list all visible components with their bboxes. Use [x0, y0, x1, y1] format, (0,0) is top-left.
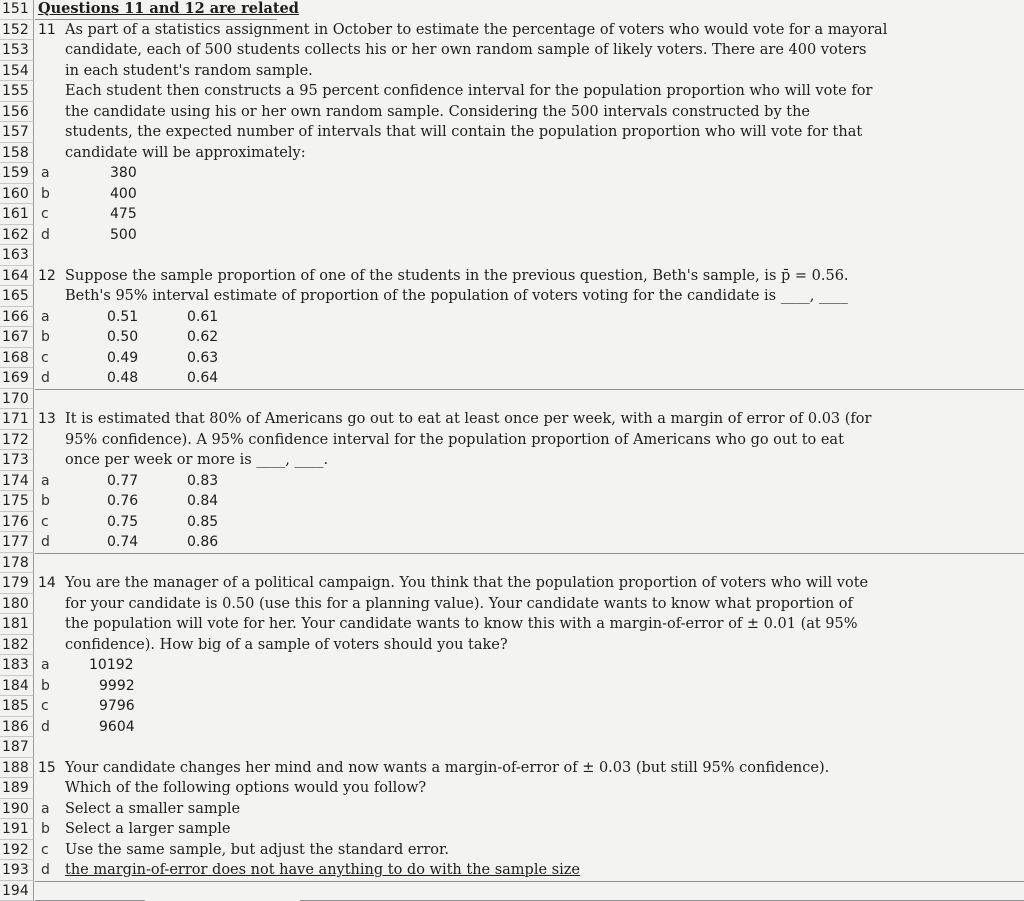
- question-text[interactable]: 95% confidence). A 95% confidence interval for the population proportion of Americans who go out to eat: [65, 430, 844, 451]
- question-number[interactable]: [35, 614, 60, 635]
- cell-border: [35, 553, 1024, 554]
- option-value-upper[interactable]: 0.63: [187, 348, 218, 369]
- question-text[interactable]: Use the same sample, but adjust the standard error.: [65, 840, 449, 861]
- question-number[interactable]: [35, 430, 60, 451]
- row-number[interactable]: 174: [0, 471, 34, 492]
- question-text[interactable]: As part of a statistics assignment in October to estimate the percentage of voters who would vote for a mayoral: [65, 20, 887, 41]
- row-number[interactable]: 160: [0, 184, 34, 205]
- question-text[interactable]: Each student then constructs a 95 percent confidence interval for the population proportion who will vote for: [65, 81, 872, 102]
- row-number[interactable]: 178: [0, 553, 34, 574]
- row-number[interactable]: 183: [0, 655, 34, 676]
- row-number[interactable]: 171: [0, 409, 34, 430]
- question-text[interactable]: once per week or more is ____, ____.: [65, 450, 328, 471]
- sheet-row[interactable]: [0, 81, 1024, 102]
- sheet-row[interactable]: [0, 409, 1024, 430]
- question-number[interactable]: [35, 594, 60, 615]
- sheet-row[interactable]: [0, 532, 1024, 553]
- question-text[interactable]: the population will vote for her. Your candidate wants to know this with a margin-of-error of ± 0.01 (at 95%: [65, 614, 858, 635]
- row-number[interactable]: 191: [0, 819, 34, 840]
- option-letter[interactable]: c: [35, 512, 60, 533]
- option-value-upper[interactable]: 0.85: [187, 512, 218, 533]
- option-value[interactable]: 0.74: [107, 532, 138, 553]
- option-letter[interactable]: a: [35, 307, 60, 328]
- sheet-row[interactable]: [0, 266, 1024, 287]
- sheet-row[interactable]: [0, 143, 1024, 164]
- row-number[interactable]: 188: [0, 758, 34, 779]
- option-letter[interactable]: b: [35, 327, 60, 348]
- sheet-row[interactable]: [0, 20, 1024, 41]
- sheet-row[interactable]: [0, 430, 1024, 451]
- row-number[interactable]: 165: [0, 286, 34, 307]
- question-number[interactable]: [35, 286, 60, 307]
- sheet-row[interactable]: [0, 40, 1024, 61]
- sheet-row[interactable]: [0, 819, 1024, 840]
- option-value[interactable]: 0.48: [107, 368, 138, 389]
- row-number[interactable]: 180: [0, 594, 34, 615]
- option-value[interactable]: 0.76: [107, 491, 138, 512]
- option-value[interactable]: 0.50: [107, 327, 138, 348]
- question-text[interactable]: the margin-of-error does not have anything to do with the sample size: [65, 860, 580, 881]
- option-value[interactable]: 9604: [99, 717, 135, 738]
- option-letter[interactable]: b: [35, 184, 60, 205]
- question-text[interactable]: confidence). How big of a sample of voters should you take?: [65, 635, 508, 656]
- sheet-row[interactable]: [0, 286, 1024, 307]
- sheet-row[interactable]: [0, 778, 1024, 799]
- sheet-row[interactable]: [0, 389, 1024, 410]
- question-number[interactable]: 11: [35, 20, 60, 41]
- option-letter[interactable]: c: [35, 348, 60, 369]
- option-letter[interactable]: a: [35, 799, 60, 820]
- question-number[interactable]: [35, 778, 60, 799]
- row-number[interactable]: 166: [0, 307, 34, 328]
- sheet-row[interactable]: [0, 799, 1024, 820]
- row-number[interactable]: 159: [0, 163, 34, 184]
- row-number[interactable]: 154: [0, 61, 34, 82]
- question-number[interactable]: [35, 122, 60, 143]
- option-value[interactable]: 400: [110, 184, 137, 205]
- sheet-row[interactable]: [0, 102, 1024, 123]
- row-number[interactable]: 172: [0, 430, 34, 451]
- sheet-row[interactable]: [0, 553, 1024, 574]
- sheet-row[interactable]: [0, 368, 1024, 389]
- question-text[interactable]: Select a larger sample: [65, 819, 231, 840]
- question-text[interactable]: students, the expected number of intervals that will contain the population proportion who will vote for that: [65, 122, 862, 143]
- row-number[interactable]: 153: [0, 40, 34, 61]
- option-value[interactable]: 0.75: [107, 512, 138, 533]
- sheet-row[interactable]: [0, 696, 1024, 717]
- cell-border: [35, 19, 277, 20]
- row-number[interactable]: 181: [0, 614, 34, 635]
- question-text[interactable]: in each student's random sample.: [65, 61, 313, 82]
- question-text[interactable]: Select a smaller sample: [65, 799, 240, 820]
- option-letter[interactable]: d: [35, 532, 60, 553]
- question-text[interactable]: It is estimated that 80% of Americans go out to eat at least once per week, with a margin of error of 0.03 (for: [65, 409, 871, 430]
- question-text[interactable]: Beth's 95% interval estimate of proportion of the population of voters voting for the candidate is ____, ____: [65, 286, 848, 307]
- option-value[interactable]: 0.77: [107, 471, 138, 492]
- option-letter[interactable]: d: [35, 225, 60, 246]
- sheet-row[interactable]: [0, 655, 1024, 676]
- row-number[interactable]: 192: [0, 840, 34, 861]
- cell-border: [35, 389, 1024, 390]
- option-letter[interactable]: a: [35, 471, 60, 492]
- row-number[interactable]: 194: [0, 881, 34, 901]
- question-text[interactable]: Suppose the sample proportion of one of the students in the previous question, Beth's sample, is p̄ = 0.56.: [65, 266, 849, 287]
- question-number[interactable]: [35, 450, 60, 471]
- row-number[interactable]: 189: [0, 778, 34, 799]
- sheet-row[interactable]: [0, 491, 1024, 512]
- row-number[interactable]: 168: [0, 348, 34, 369]
- option-letter[interactable]: c: [35, 696, 60, 717]
- sheet-row[interactable]: [0, 0, 1024, 20]
- row-number[interactable]: 184: [0, 676, 34, 697]
- row-number[interactable]: 182: [0, 635, 34, 656]
- row-number[interactable]: 157: [0, 122, 34, 143]
- option-value-upper[interactable]: 0.86: [187, 532, 218, 553]
- sheet-row[interactable]: [0, 245, 1024, 266]
- question-number[interactable]: 15: [35, 758, 60, 779]
- sheet-row[interactable]: [0, 450, 1024, 471]
- sheet-row[interactable]: [0, 471, 1024, 492]
- row-number[interactable]: 162: [0, 225, 34, 246]
- sheet-row[interactable]: [0, 122, 1024, 143]
- option-letter[interactable]: c: [35, 204, 60, 225]
- row-number[interactable]: 163: [0, 245, 34, 266]
- option-value[interactable]: 10192: [89, 655, 134, 676]
- option-value[interactable]: 0.49: [107, 348, 138, 369]
- question-text[interactable]: the candidate using his or her own random sample. Considering the 500 intervals constructed by the: [65, 102, 810, 123]
- sheet-row[interactable]: [0, 840, 1024, 861]
- question-text[interactable]: Your candidate changes her mind and now wants a margin-of-error of ± 0.03 (but still 95% confidence).: [65, 758, 829, 779]
- option-letter[interactable]: d: [35, 860, 60, 881]
- question-text[interactable]: for your candidate is 0.50 (use this for a planning value). Your candidate wants to know what proportion of: [65, 594, 853, 615]
- sheet-row[interactable]: [0, 163, 1024, 184]
- row-number[interactable]: 176: [0, 512, 34, 533]
- row-number[interactable]: 156: [0, 102, 34, 123]
- sheet-row[interactable]: [0, 860, 1024, 881]
- row-number[interactable]: 170: [0, 389, 34, 410]
- option-value-upper[interactable]: 0.83: [187, 471, 218, 492]
- row-number[interactable]: 177: [0, 532, 34, 553]
- row-number[interactable]: 164: [0, 266, 34, 287]
- row-number[interactable]: 193: [0, 860, 34, 881]
- sheet-row[interactable]: [0, 737, 1024, 758]
- row-number[interactable]: 186: [0, 717, 34, 738]
- option-value[interactable]: 475: [110, 204, 137, 225]
- sheet-row[interactable]: [0, 573, 1024, 594]
- sheet-row[interactable]: [0, 881, 1024, 901]
- question-number[interactable]: [35, 635, 60, 656]
- row-number[interactable]: 158: [0, 143, 34, 164]
- row-number[interactable]: 152: [0, 20, 34, 41]
- question-text[interactable]: Which of the following options would you follow?: [65, 778, 426, 799]
- question-number[interactable]: [35, 61, 60, 82]
- question-number[interactable]: [35, 102, 60, 123]
- sheet-row[interactable]: [0, 635, 1024, 656]
- option-value[interactable]: 9992: [99, 676, 135, 697]
- option-value[interactable]: 9796: [99, 696, 135, 717]
- section-title[interactable]: Questions 11 and 12 are related: [38, 0, 299, 20]
- question-number[interactable]: [35, 40, 60, 61]
- sheet-row[interactable]: [0, 594, 1024, 615]
- option-value-upper[interactable]: 0.84: [187, 491, 218, 512]
- question-text[interactable]: candidate, each of 500 students collects his or her own random sample of likely voters. There are 400 voters: [65, 40, 867, 61]
- sheet-row[interactable]: [0, 348, 1024, 369]
- row-number[interactable]: 185: [0, 696, 34, 717]
- option-letter[interactable]: d: [35, 717, 60, 738]
- row-number[interactable]: 190: [0, 799, 34, 820]
- row-number[interactable]: 151: [0, 0, 34, 20]
- option-value-upper[interactable]: 0.64: [187, 368, 218, 389]
- sheet-row[interactable]: [0, 184, 1024, 205]
- sheet-row[interactable]: [0, 717, 1024, 738]
- row-number[interactable]: 179: [0, 573, 34, 594]
- question-number[interactable]: [35, 81, 60, 102]
- sheet-row[interactable]: [0, 204, 1024, 225]
- question-text[interactable]: You are the manager of a political campaign. You think that the population proportion of voters who will vote: [65, 573, 868, 594]
- option-value[interactable]: 380: [110, 163, 137, 184]
- sheet-row[interactable]: [0, 676, 1024, 697]
- option-letter[interactable]: a: [35, 163, 60, 184]
- option-letter[interactable]: b: [35, 676, 60, 697]
- row-number[interactable]: 155: [0, 81, 34, 102]
- sheet-row[interactable]: [0, 512, 1024, 533]
- row-number[interactable]: 161: [0, 204, 34, 225]
- sheet-row[interactable]: [0, 225, 1024, 246]
- option-value[interactable]: 500: [110, 225, 137, 246]
- option-letter[interactable]: a: [35, 655, 60, 676]
- option-letter[interactable]: d: [35, 368, 60, 389]
- sheet-row[interactable]: [0, 758, 1024, 779]
- question-number[interactable]: 14: [35, 573, 60, 594]
- sheet-row[interactable]: [0, 327, 1024, 348]
- row-number[interactable]: 175: [0, 491, 34, 512]
- row-number[interactable]: 167: [0, 327, 34, 348]
- option-letter[interactable]: b: [35, 819, 60, 840]
- option-value[interactable]: 0.51: [107, 307, 138, 328]
- row-number[interactable]: 169: [0, 368, 34, 389]
- sheet-row[interactable]: [0, 61, 1024, 82]
- option-letter[interactable]: c: [35, 840, 60, 861]
- sheet-row[interactable]: [0, 307, 1024, 328]
- question-number[interactable]: 13: [35, 409, 60, 430]
- option-value-upper[interactable]: 0.62: [187, 327, 218, 348]
- option-value-upper[interactable]: 0.61: [187, 307, 218, 328]
- row-number[interactable]: 187: [0, 737, 34, 758]
- question-text[interactable]: candidate will be approximately:: [65, 143, 306, 164]
- option-letter[interactable]: b: [35, 491, 60, 512]
- cell-border: [35, 881, 1024, 882]
- row-number[interactable]: 173: [0, 450, 34, 471]
- sheet-row[interactable]: [0, 614, 1024, 635]
- question-number[interactable]: 12: [35, 266, 60, 287]
- question-number[interactable]: [35, 143, 60, 164]
